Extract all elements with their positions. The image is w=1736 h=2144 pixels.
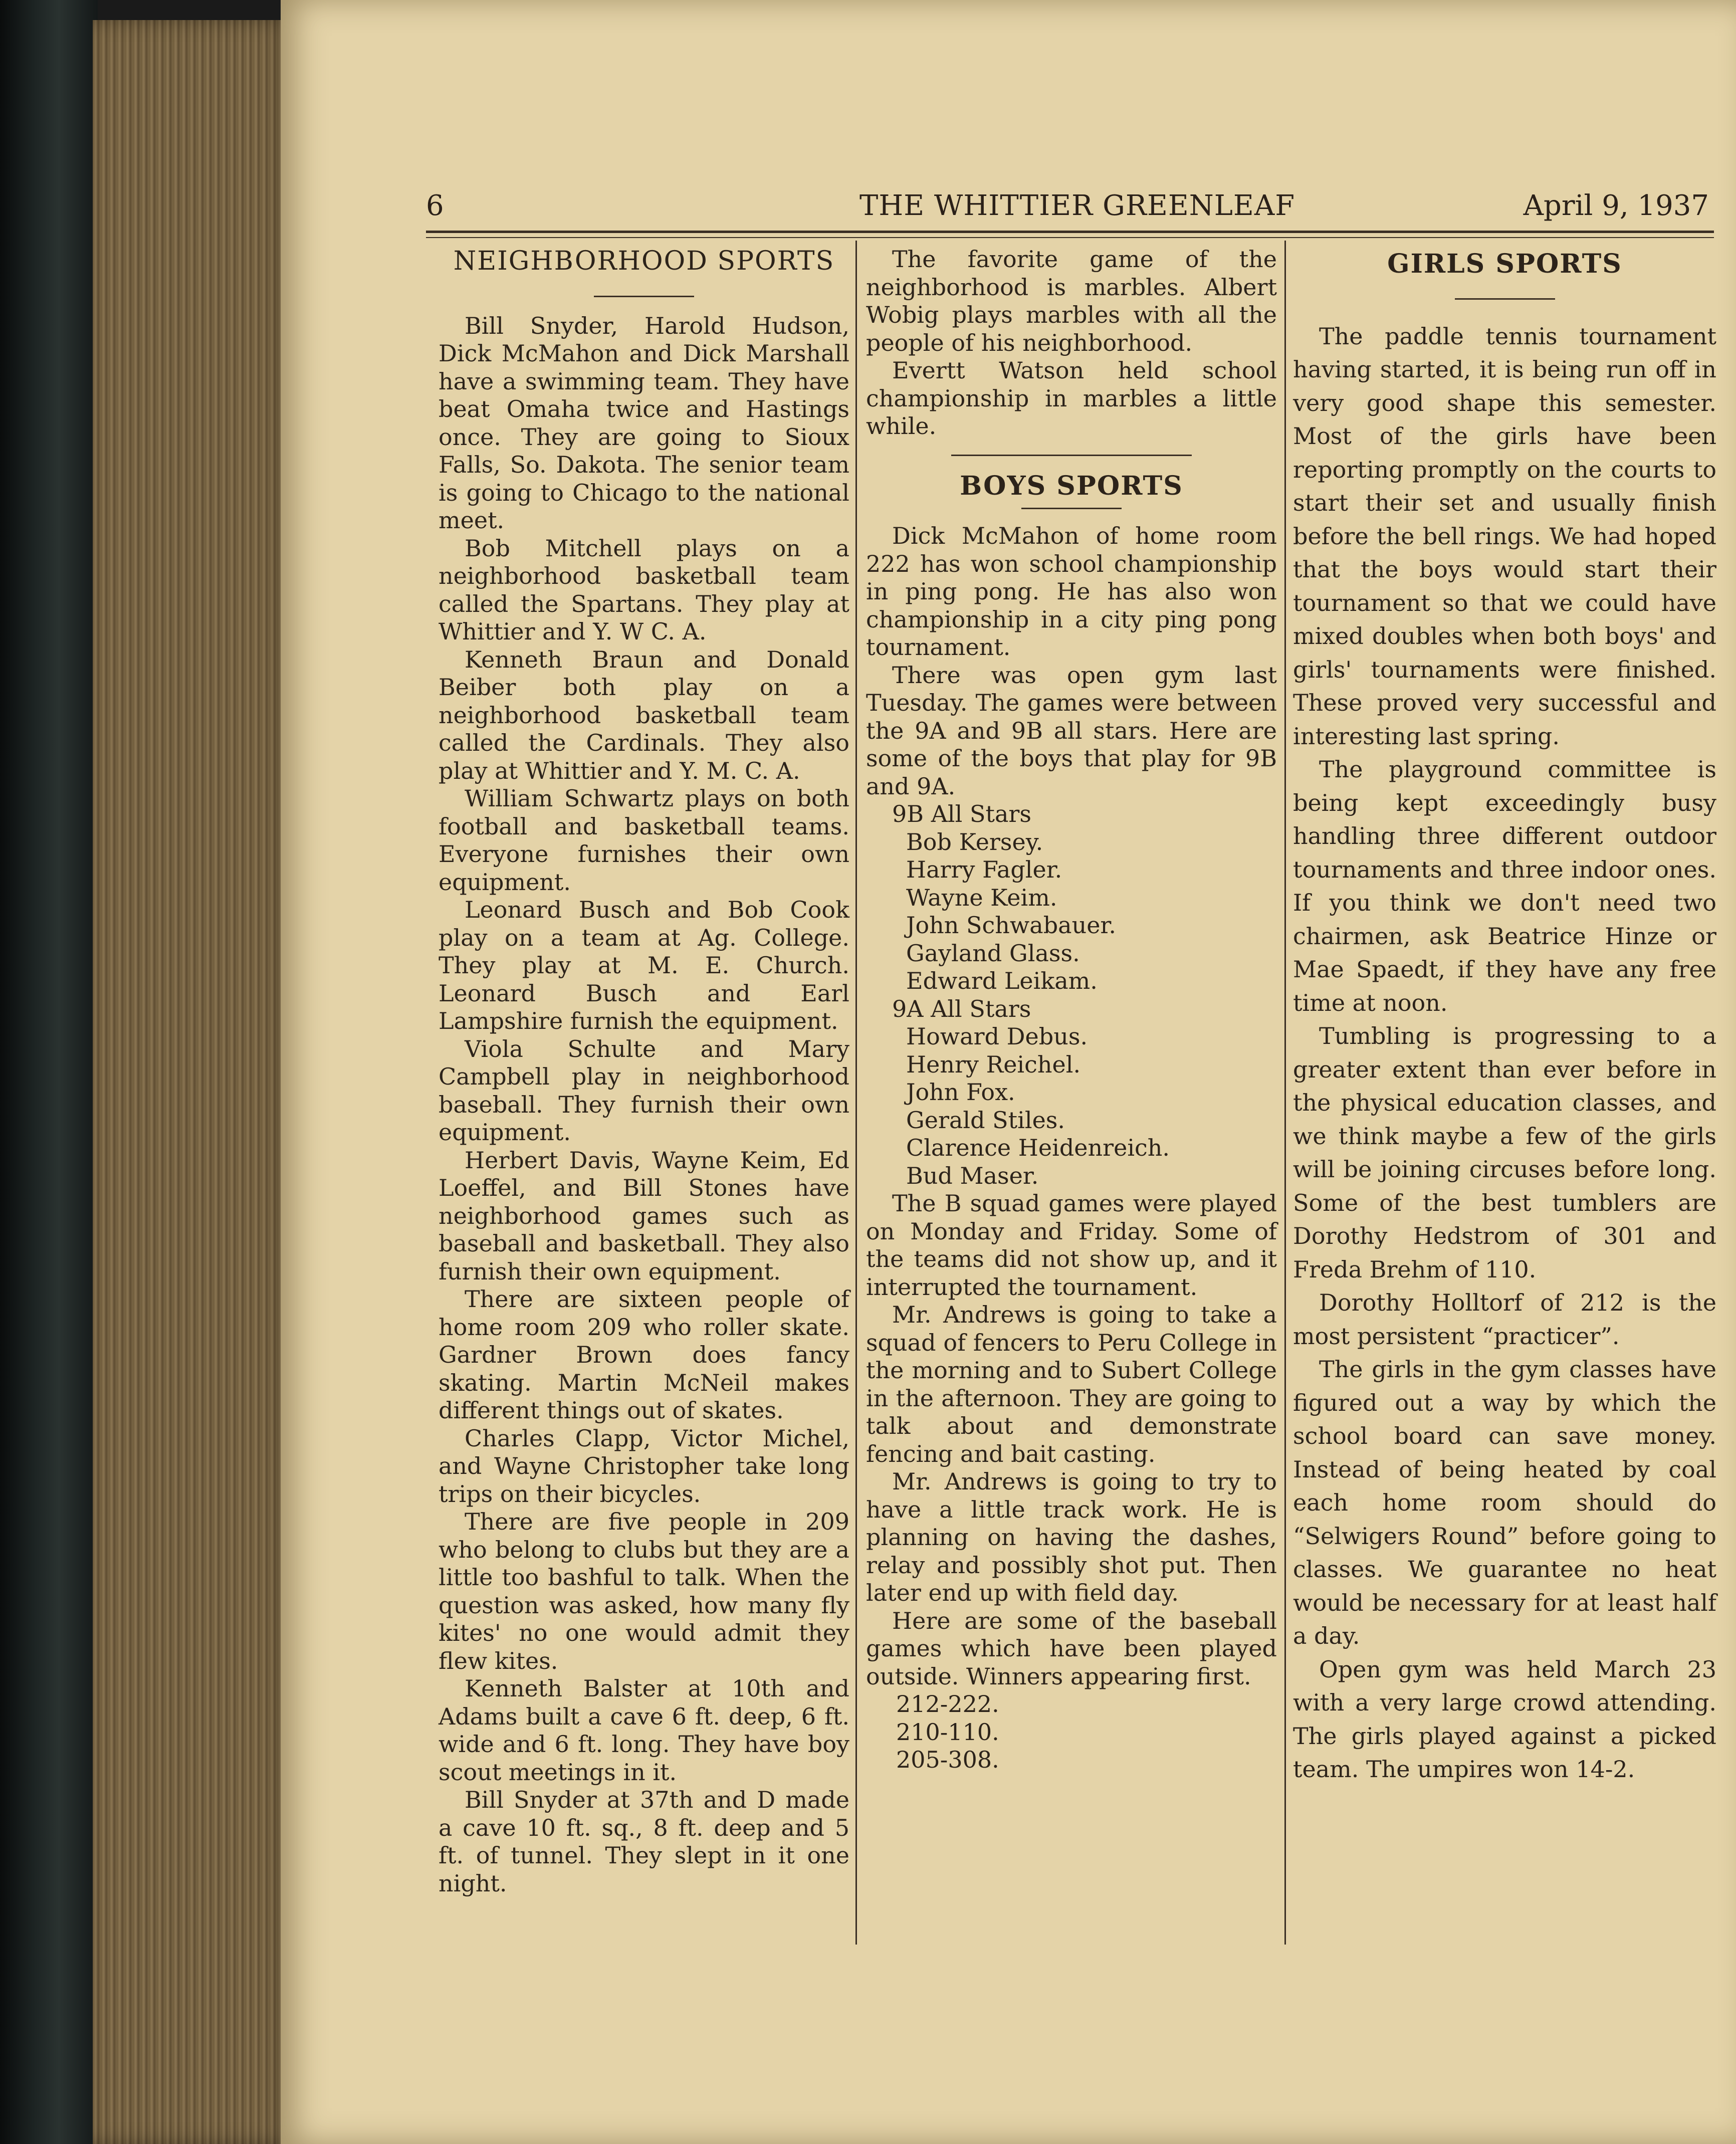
paragraph: Kenneth Balster at 10th and Adams built a cave 6 ft. deep, 6 ft. wide and 6 ft. long. They have boy scout meetings in it. — [439, 1675, 849, 1786]
list-item: Bud Maser. — [906, 1162, 1039, 1189]
team-title: 9B All Stars — [892, 800, 1031, 827]
paragraph: Here are some of the baseball games which have been played outside. Winners appearing first. — [866, 1607, 1277, 1690]
section-heading: NEIGHBORHOOD SPORTS — [453, 246, 835, 276]
list-item: Henry Reichel. — [906, 1050, 1081, 1078]
paragraph: Leonard Busch and Bob Cook play on a team at Ag. College. They play at M. E. Church. Leonard Busch and Earl Lampshire furnish the equipment. — [439, 896, 849, 1034]
neighborhood-sports-column — [439, 246, 849, 1897]
heading-rule — [594, 296, 694, 297]
page-edges — [93, 20, 293, 2144]
paragraph: The playground committee is being kept exceedingly busy handling three different outdoor tournaments and three indoor ones. If you think we don't need two chairmen, ask Beatrice Hinze or Mae Spaedt, if they have any free time at noon. — [1293, 756, 1716, 1016]
team-title: 9A All Stars — [892, 995, 1031, 1022]
score-list — [866, 1690, 1277, 1774]
paragraph: Mr. Andrews is going to take a squad of fencers to Peru College in the morning and to Subert College in the afternoon. They are going to talk about and demonstrate fencing and bait casting. — [866, 1301, 1277, 1467]
paragraph: There are sixteen people of home room 209 who roller skate. Gardner Brown does fancy skating. Martin McNeil makes different things out of skates. — [439, 1285, 849, 1424]
paragraph: William Schwartz plays on both football and basketball teams. Everyone furnishes their own equipment. — [439, 785, 849, 896]
paragraph: There was open gym last Tuesday. The games were between the 9A and 9B all stars. Here are some of the boys that play for 9B and 9A. — [866, 661, 1277, 800]
paragraph: Charles Clapp, Victor Michel, and Wayne Christopher take long trips on their bicycles. — [439, 1424, 849, 1508]
paragraph: Evertt Watson held school championship in marbles a little while. — [866, 357, 1277, 440]
team-9b-list — [866, 828, 1277, 995]
list-item: Gerald Stiles. — [906, 1106, 1065, 1134]
paragraph: The paddle tennis tournament having started, it is being run off in very good shape this semester. Most of the girls have been reporting promptly on the courts to start their set and usually finish before the bell rings. We had hoped that the boys would start their tournament so that we could have mixed doubles when both boys' and girls' tournaments were finished. These proved very successful and interesting last spring. — [1293, 322, 1716, 750]
paragraph: Dorothy Holltorf of 212 is the most persistent “practicer”. — [1293, 1289, 1716, 1350]
paragraph: Bob Mitchell plays on a neighborhood basketball team called the Spartans. They play at Whittier and Y. W C. A. — [439, 534, 849, 645]
list-item: John Fox. — [906, 1079, 1015, 1106]
section-rule — [951, 455, 1192, 456]
list-item: Edward Leikam. — [906, 967, 1098, 994]
issue-date: April 9, 1937 — [1523, 189, 1709, 222]
page-header — [426, 185, 1709, 226]
heading-rule — [1021, 508, 1122, 509]
heading-rule — [1455, 298, 1555, 300]
list-item: 212-222. — [896, 1690, 999, 1718]
list-item: Howard Debus. — [906, 1023, 1088, 1050]
paragraph: Tumbling is progressing to a greater extent than ever before in the physical education classes, and we think maybe a few of the girls will be joining circuses before long. Some of the best tumblers are Dorothy Hedstrom of 301 and Freda Brehm of 110. — [1293, 1022, 1716, 1283]
column-divider — [1284, 241, 1286, 1945]
header-rule — [426, 231, 1714, 233]
newspaper-page — [281, 0, 1736, 2144]
list-item: Harry Fagler. — [906, 856, 1062, 883]
girls-sports-column — [1293, 246, 1716, 1786]
paragraph: Viola Schulte and Mary Campbell play in neighborhood baseball. They furnish their own equipment. — [439, 1035, 849, 1146]
section-heading: BOYS SPORTS — [960, 470, 1183, 501]
page-number: 6 — [426, 189, 444, 222]
paragraph: Mr. Andrews is going to try to have a little track work. He is planning on having the dashes, relay and possibly shot put. Then later end up with field day. — [866, 1468, 1277, 1606]
paragraph: Bill Snyder at 37th and D made a cave 10 ft. sq., 8 ft. deep and 5 ft. of tunnel. They slept in it one night. — [439, 1786, 849, 1897]
list-item: Wayne Keim. — [906, 884, 1057, 911]
paragraph: The B squad games were played on Monday and Friday. Some of the teams did not show up, and it interrupted the tournament. — [866, 1190, 1277, 1301]
team-9a-list — [866, 1023, 1277, 1190]
paper-title: THE WHITTIER GREENLEAF — [859, 189, 1295, 222]
list-item: 210-110. — [896, 1718, 999, 1746]
header-rule-thin — [426, 237, 1714, 238]
article-body — [439, 312, 849, 1898]
paragraph: Bill Snyder, Harold Hudson, Dick McMahon and Dick Marshall have a swimming team. They have beat Omaha twice and Hastings once. They are going to Sioux Falls, So. Dakota. The senior team is going to Chicago to the national meet. — [439, 312, 849, 534]
section-heading: GIRLS SPORTS — [1387, 249, 1622, 279]
book-binding — [0, 0, 98, 2144]
paragraph: Herbert Davis, Wayne Keim, Ed Loeffel, and Bill Stones have neighborhood games such as baseball and basketball. They also furnish their own equipment. — [439, 1146, 849, 1285]
list-item: John Schwabauer. — [906, 912, 1116, 939]
paragraph: The girls in the gym classes have figured out a way by which the school board can save money. Instead of being heated by coal each home room should do “Selwigers Round” before going to classes. We guarantee no heat would be necessary for at least half a day. — [1293, 1356, 1716, 1649]
list-item: Gayland Glass. — [906, 939, 1080, 967]
paragraph: Kenneth Braun and Donald Beiber both play on a neighborhood basketball team called the Cardinals. They also play at Whittier and Y. M. C. A. — [439, 646, 849, 784]
paragraph: Dick McMahon of home room 222 has won school championship in ping pong. He has also won championship in a city ping pong tournament. — [866, 522, 1277, 661]
column-divider — [855, 241, 857, 1945]
paragraph: There are five people in 209 who belong to clubs but they are a little too bashful to talk. When the question was asked, how many fly kites' no one would admit they flew kites. — [439, 1508, 849, 1674]
paragraph: Open gym was held March 23 with a very large crowd attending. The girls played against a picked team. The umpires won 14-2. — [1293, 1655, 1716, 1783]
boys-sports-column — [866, 246, 1277, 1774]
list-item: Clarence Heidenreich. — [906, 1134, 1170, 1161]
list-item: 205-308. — [896, 1746, 999, 1773]
list-item: Bob Kersey. — [906, 828, 1043, 855]
paragraph: The favorite game of the neighborhood is marbles. Albert Wobig plays marbles with all the people of his neighborhood. — [866, 246, 1277, 356]
